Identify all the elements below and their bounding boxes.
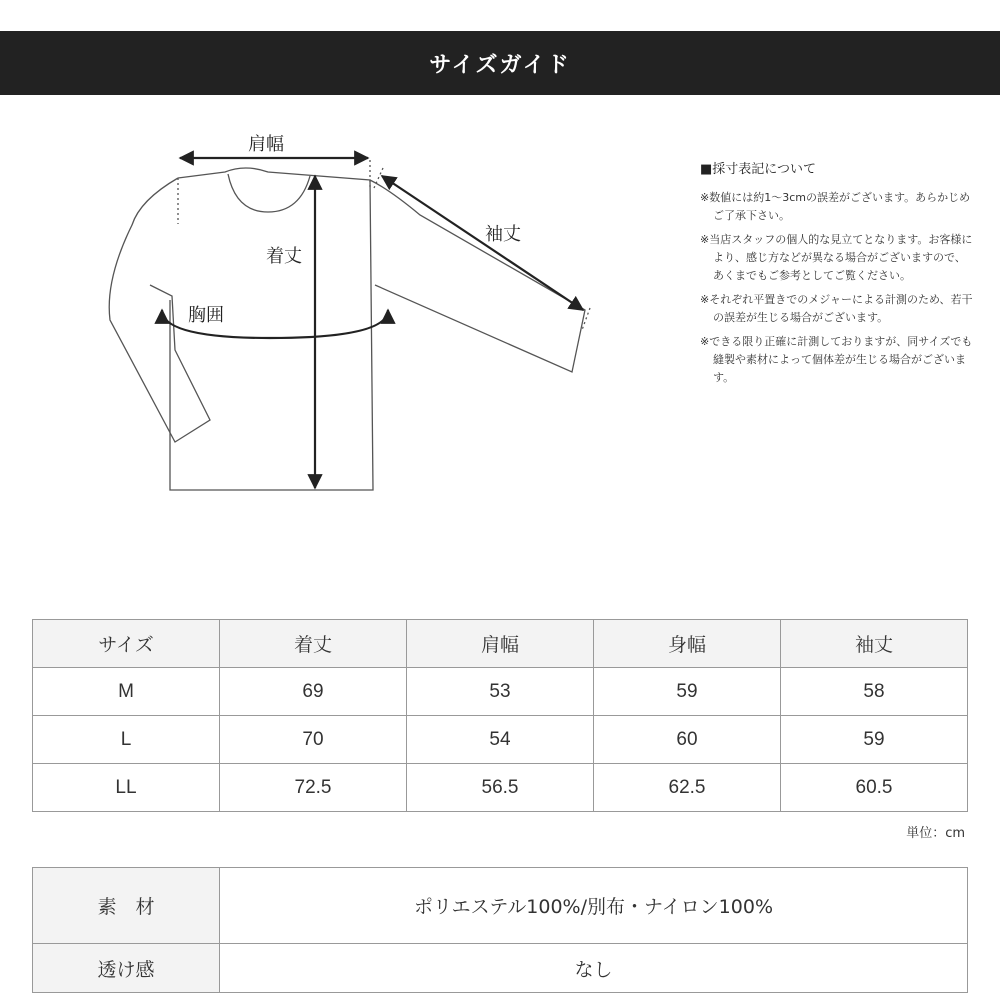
cell-length: 70 (220, 716, 407, 764)
size-table-header (33, 620, 968, 668)
table-row (33, 668, 968, 716)
header-width: 身幅 (594, 620, 781, 668)
material-value: ポリエステル100%/別布・ナイロン100% (220, 868, 968, 944)
right-sleeve (370, 180, 585, 372)
header-length: 着丈 (220, 620, 407, 668)
note-item: ※できる限り正確に計測しておりますが、同サイズでも縫製や素材によって個体差が生じる場合がございます。 (700, 335, 973, 384)
cell-size: M (33, 668, 220, 716)
shirt-body-outline (170, 168, 373, 490)
cell-length: 72.5 (220, 764, 407, 812)
measurement-notes (700, 158, 975, 393)
cell-width: 59 (594, 668, 781, 716)
material-label: 素 材 (33, 868, 220, 944)
table-row (33, 764, 968, 812)
note-item: ※数値には約1〜3cmの誤差がございます。あらかじめご了承下さい。 (700, 191, 971, 222)
garment-diagram (90, 120, 610, 510)
header-size: サイズ (33, 620, 220, 668)
collar-inner (228, 174, 310, 212)
table-row (33, 944, 968, 993)
size-table (32, 619, 968, 812)
note-item: ※それぞれ平置きでのメジャーによる計測のため、若干の誤差が生じる場合がございます。 (700, 293, 973, 324)
table-row (33, 868, 968, 944)
transparency-value: なし (220, 944, 968, 993)
page-header (0, 31, 1000, 95)
cell-shoulder: 53 (407, 668, 594, 716)
shoulder-label: 肩幅 (248, 134, 284, 155)
chest-label: 胸囲 (188, 305, 224, 326)
cell-size: LL (33, 764, 220, 812)
header-sleeve: 袖丈 (781, 620, 968, 668)
note-item: ※当店スタッフの個人的な見立てとなります。お客様により、感じ方などが異なる場合がございますので、あくまでもご参考としてご覧ください。 (700, 233, 973, 282)
cell-sleeve: 60.5 (781, 764, 968, 812)
cell-size: L (33, 716, 220, 764)
cell-sleeve: 58 (781, 668, 968, 716)
unit-label: 単位：cm (906, 826, 965, 841)
table-row (33, 716, 968, 764)
notes-title: ■採寸表記について (700, 162, 817, 177)
cell-shoulder: 54 (407, 716, 594, 764)
length-label: 着丈 (266, 246, 302, 267)
material-table (32, 867, 968, 993)
transparency-label: 透け感 (33, 944, 220, 993)
header-shoulder: 肩幅 (407, 620, 594, 668)
cell-width: 60 (594, 716, 781, 764)
cell-width: 62.5 (594, 764, 781, 812)
sleeve-label: 袖丈 (485, 224, 521, 245)
cell-length: 69 (220, 668, 407, 716)
garment-illustration (90, 120, 610, 510)
cell-sleeve: 59 (781, 716, 968, 764)
page-title: サイズガイド (429, 52, 571, 78)
sleeve-arrow (382, 176, 583, 310)
cell-shoulder: 56.5 (407, 764, 594, 812)
